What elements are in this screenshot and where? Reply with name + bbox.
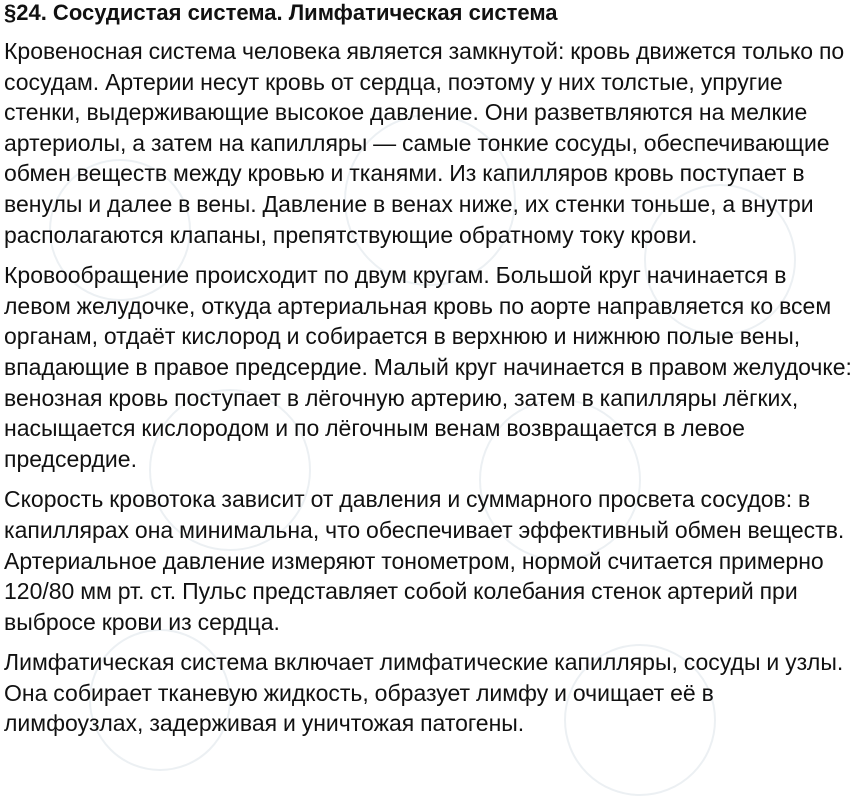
document-page — [4, 0, 856, 749]
paragraph-circulatory-system: Кровеносная система человека является замкнутой: кровь движется только по сосудам. Артерии несут кровь от сердца, поэтому у них толстые, упругие стенки, выдерживающие высокое давление. Они разветвляются на мелкие артериолы, а затем на капилляры — самые тонкие сосуды, обеспечивающие обмен веществ между кровью и тканями. Из капилляров кровь поступает в венулы и далее в вены. Давление в венах ниже, их стенки тоньше, а внутри располагаются клапаны, препятствующие обратному току крови. — [4, 38, 845, 248]
paragraph-blood-flow-speed: Скорость кровотока зависит от давления и суммарного просвета сосудов: в капиллярах она минимальна, что обеспечивает эффективный обмен веществ. Артериальное давление измеряют тонометром, нормой считается примерно 120/80 мм рт. ст. Пульс представляет собой колебания стенок артерий при выбросе крови из сердца. — [4, 486, 845, 635]
paragraph-lymphatic-system: Лимфатическая система включает лимфатические капилляры, сосуды и узлы. Она собирает тканевую жидкость, образует лимфу и очищает её в лимфоузлах, задерживая и уничтожая патогены. — [4, 649, 844, 737]
section-title: §24. Сосудистая система. Лимфатическая система — [4, 0, 558, 25]
paragraph-circulation-circles: Кровообращение происходит по двум кругам. Большой круг начинается в левом желудочке, откуда артериальная кровь по аорте направляется ко всем органам, отдаёт кислород и собирается в верхнюю и нижнюю полые вены, впадающие в правое предсердие. Малый круг начинается в правом желудочке: венозная кровь поступает в лёгочную артерию, затем в капилляры лёгких, насыщается кислородом и по лёгочным венам возвращается в левое предсердие. — [4, 262, 852, 472]
